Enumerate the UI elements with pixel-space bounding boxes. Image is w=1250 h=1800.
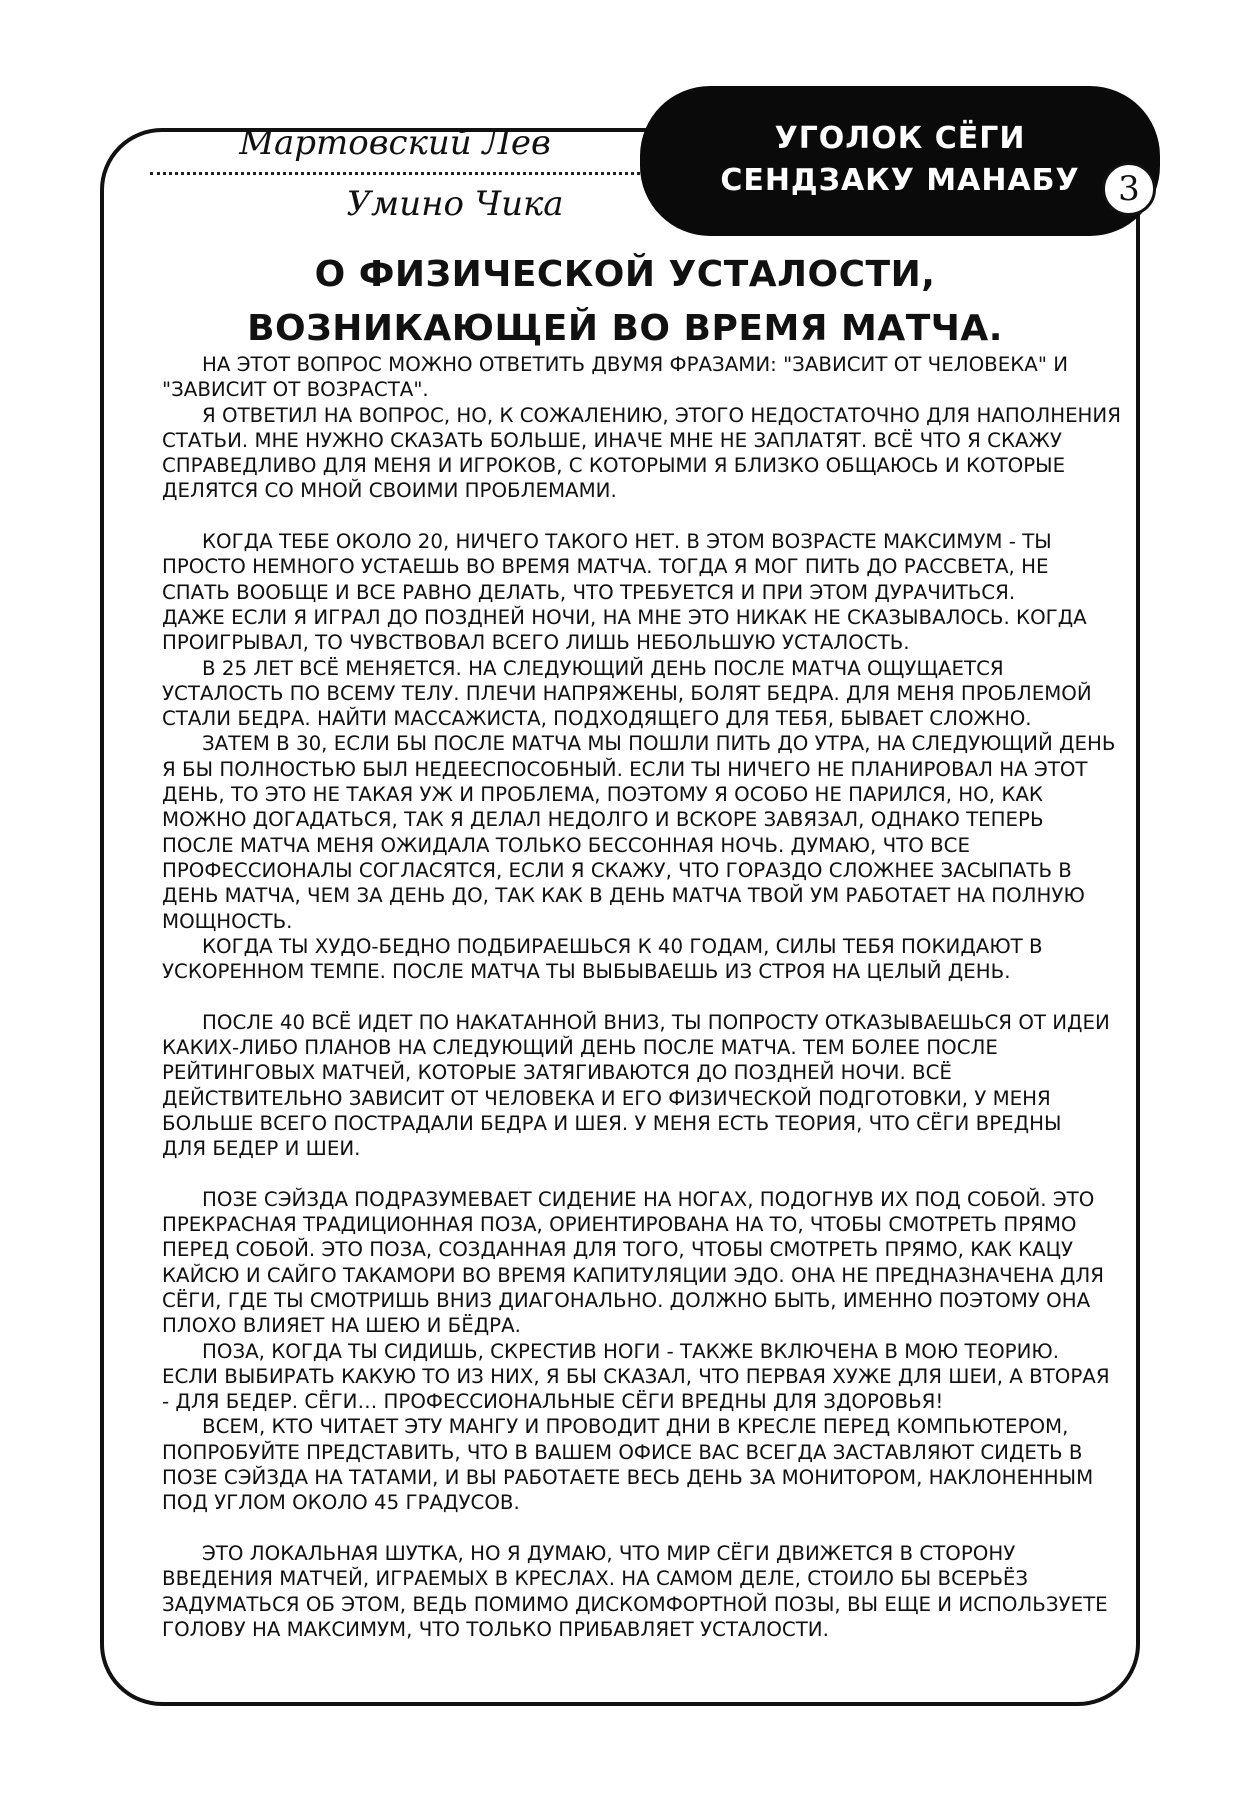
- heading-line-2: ВОЗНИКАЮЩЕЙ ВО ВРЕМЯ МАТЧА.: [247, 308, 1003, 349]
- article-line: ПЕРЕД СОБОЙ. ЭТО ПОЗА, СОЗДАННАЯ ДЛЯ ТОГО, ЧТОБЫ СМОТРЕТЬ ПРЯМО, КАК КАЦУ: [162, 1238, 1074, 1262]
- paragraph-gap: [162, 1162, 1107, 1187]
- article-line: ПОЗА, КОГДА ТЫ СИДИШЬ, СКРЕСТИВ НОГИ - ТАКЖЕ ВКЛЮЧЕНА В МОЮ ТЕОРИЮ.: [202, 1339, 1060, 1363]
- article-line: ПОЗЕ СЭЙЗДА НА ТАТАМИ, И ВЫ РАБОТАЕТЕ ВЕСЬ ДЕНЬ ЗА МОНИТОРОМ, НАКЛОНЕННЫМ: [162, 1466, 1094, 1490]
- manga-title: Мартовский Лев: [239, 123, 551, 163]
- column-title: УГОЛОК СЁГИ: [774, 121, 1026, 156]
- article-line: ПРЕКРАСНАЯ ТРАДИЦИОННАЯ ПОЗА, ОРИЕНТИРОВАНА НА ТО, ЧТОБЫ СМОТРЕТЬ ПРЯМО: [162, 1213, 1077, 1237]
- article-line: ДЕЙСТВИТЕЛЬНО ЗАВИСИТ ОТ ЧЕЛОВЕКА И ЕГО ФИЗИЧЕСКОЙ ПОДГОТОВКИ, У МЕНЯ: [162, 1086, 1051, 1110]
- article-line: ПОД УГЛОМ ОКОЛО 45 ГРАДУСОВ.: [162, 1491, 520, 1515]
- article-line: ПОПРОБУЙТЕ ПРЕДСТАВИТЬ, ЧТО В ВАШЕМ ОФИСЕ ВАС ВСЕГДА ЗАСТАВЛЯЮТ СИДЕТЬ В: [162, 1440, 1083, 1464]
- article-body: [162, 352, 1121, 1642]
- article-line: КОГДА ТЫ ХУДО-БЕДНО ПОДБИРАЕШЬСЯ К 40 ГОДАМ, СИЛЫ ТЕБЯ ПОКИДАЮТ В: [202, 934, 1043, 958]
- article-line: - ДЛЯ БЕДЕР. СЁГИ… ПРОФЕССИОНАЛЬНЫЕ СЁГИ ВРЕДНЫ ДЛЯ ЗДОРОВЬЯ!: [162, 1390, 944, 1414]
- article-line: КОГДА ТЕБЕ ОКОЛО 20, НИЧЕГО ТАКОГО НЕТ. В ЭТОМ ВОЗРАСТЕ МАКСИМУМ - ТЫ: [202, 530, 1052, 554]
- article-line: СЁГИ, ГДЕ ТЫ СМОТРИШЬ ВНИЗ ДИАГОНАЛЬНО. ДОЛЖНО БЫТЬ, ИМЕННО ПОЭТОМУ ОНА: [162, 1288, 1091, 1312]
- article-line: КАКИХ-ЛИБО ПЛАНОВ НА СЛЕДУЮЩИЙ ДЕНЬ ПОСЛЕ МАТЧА. ТЕМ БОЛЕЕ ПОСЛЕ: [162, 1036, 998, 1060]
- paragraph-gap: [162, 504, 1107, 529]
- manga-author: Умино Чика: [346, 184, 564, 224]
- article-line: ПЛОХО ВЛИЯЕТ НА ШЕЮ И БЁДРА.: [162, 1314, 521, 1338]
- article-line: СТАТЬИ. МНЕ НУЖНО СКАЗАТЬ БОЛЬШЕ, ИНАЧЕ МНЕ НЕ ЗАПЛАТЯТ. ВСЁ ЧТО Я СКАЖУ: [162, 428, 1062, 452]
- article-line: СПРАВЕДЛИВО ДЛЯ МЕНЯ И ИГРОКОВ, С КОТОРЫМИ Я БЛИЗКО ОБЩАЮСЬ И КОТОРЫЕ: [162, 454, 1066, 478]
- article-line: ПРОИГРЫВАЛ, ТО ЧУВСТВОВАЛ ВСЕГО ЛИШЬ НЕБОЛЬШУЮ УСТАЛОСТЬ.: [162, 631, 910, 655]
- issue-number: 3: [1102, 162, 1156, 216]
- article-line: НА ЭТОТ ВОПРОС МОЖНО ОТВЕТИТЬ ДВУМЯ ФРАЗАМИ: "ЗАВИСИТ ОТ ЧЕЛОВЕКА" И: [202, 353, 1068, 376]
- heading-line-1: О ФИЗИЧЕСКОЙ УСТАЛОСТИ,: [314, 254, 936, 295]
- column-author: СЕНДЗАКУ МАНАБУ: [720, 163, 1080, 198]
- column-badge: [640, 86, 1160, 236]
- article-line: "ЗАВИСИТ ОТ ВОЗРАСТА".: [162, 378, 429, 402]
- paragraph-gap: [162, 1516, 1107, 1541]
- article-line: СТАЛИ БЕДРА. НАЙТИ МАССАЖИСТА, ПОДХОДЯЩЕГО ДЛЯ ТЕБЯ, БЫВАЕТ СЛОЖНО.: [162, 707, 1032, 731]
- article-line: ДЕНЬ МАТЧА, ЧЕМ ЗА ДЕНЬ ДО, ТАК КАК В ДЕНЬ МАТЧА ТВОЙ УМ РАБОТАЕТ НА ПОЛНУЮ: [162, 884, 1085, 908]
- paragraph-gap: [162, 984, 1107, 1009]
- article-line: Я ОТВЕТИЛ НА ВОПРОС, НО, К СОЖАЛЕНИЮ, ЭТОГО НЕДОСТАТОЧНО ДЛЯ НАПОЛНЕНИЯ: [202, 403, 1121, 427]
- article-line: ДЛЯ БЕДЕР И ШЕИ.: [162, 1137, 361, 1161]
- article-line: МОЩНОСТЬ.: [162, 909, 293, 933]
- article-line: КАЙСЮ И САЙГО ТАКАМОРИ ВО ВРЕМЯ КАПИТУЛЯЦИИ ЭДО. ОНА НЕ ПРЕДНАЗНАЧЕНА ДЛЯ: [162, 1263, 1105, 1287]
- article-line: МОЖНО ДОГАДАТЬСЯ, ТАК Я ДЕЛАЛ НЕДОЛГО И ВСКОРЕ ЗАВЯЗАЛ, ОДНАКО ТЕПЕРЬ: [162, 808, 1044, 832]
- article-line: БОЛЬШЕ ВСЕГО ПОСТРАДАЛИ БЕДРА И ШЕЯ. У МЕНЯ ЕСТЬ ТЕОРИЯ, ЧТО СЁГИ ВРЕДНЫ: [162, 1111, 1062, 1135]
- article-heading: [150, 248, 1100, 356]
- article-line: ЕСЛИ ВЫБИРАТЬ КАКУЮ ТО ИЗ НИХ, Я БЫ СКАЗАЛ, ЧТО ПЕРВАЯ ХУЖЕ ДЛЯ ШЕИ, А ВТОРАЯ: [162, 1364, 1110, 1388]
- article-line: УСКОРЕННОМ ТЕМПЕ. ПОСЛЕ МАТЧА ТЫ ВЫБЫВАЕШЬ ИЗ СТРОЯ НА ЦЕЛЫЙ ДЕНЬ.: [162, 960, 1011, 984]
- article-line: ПОЗЕ СЭЙЗДА ПОДРАЗУМЕВАЕТ СИДЕНИЕ НА НОГАХ, ПОДОГНУВ ИХ ПОД СОБОЙ. ЭТО: [202, 1187, 1095, 1211]
- article-line: ПРОФЕССИОНАЛЫ СОГЛАСЯТСЯ, ЕСЛИ Я СКАЖУ, ЧТО ГОРАЗДО СЛОЖНЕЕ ЗАСЫПАТЬ В: [162, 858, 1072, 882]
- article-line: Я БЫ ПОЛНОСТЬЮ БЫЛ НЕДЕЕСПОСОБНЫЙ. ЕСЛИ ТЫ НИЧЕГО НЕ ПЛАНИРОВАЛ НА ЭТОТ: [162, 757, 1088, 781]
- article-line: ПРОСТО НЕМНОГО УСТАЕШЬ ВО ВРЕМЯ МАТЧА. ТОГДА Я МОГ ПИТЬ ДО РАССВЕТА, НЕ: [162, 555, 1049, 579]
- article-line: ЭТО ЛОКАЛЬНАЯ ШУТКА, НО Я ДУМАЮ, ЧТО МИР СЁГИ ДВИЖЕТСЯ В СТОРОНУ: [202, 1541, 1016, 1565]
- article-line: ПОСЛЕ МАТЧА МЕНЯ ОЖИДАЛА ТОЛЬКО БЕССОННАЯ НОЧЬ. ДУМАЮ, ЧТО ВСЕ: [162, 833, 970, 857]
- article-line: УСТАЛОСТЬ ПО ВСЕМУ ТЕЛУ. ПЛЕЧИ НАПРЯЖЕНЫ, БОЛЯТ БЕДРА. ДЛЯ МЕНЯ ПРОБЛЕМОЙ: [162, 681, 1092, 705]
- article-line: ДЕЛЯТСЯ СО МНОЙ СВОИМИ ПРОБЛЕМАМИ.: [162, 479, 617, 503]
- article-line: ГОЛОВУ НА МАКСИМУМ, ЧТО ТОЛЬКО ПРИБАВЛЯЕТ УСТАЛОСТИ.: [162, 1617, 829, 1641]
- article-line: СПАТЬ ВООБЩЕ И ВСЕ РАВНО ДЕЛАТЬ, ЧТО ТРЕБУЕТСЯ И ПРИ ЭТОМ ДУРАЧИТЬСЯ.: [162, 580, 1016, 604]
- article-line: ВВЕДЕНИЯ МАТЧЕЙ, ИГРАЕМЫХ В КРЕСЛАХ. НА САМОМ ДЕЛЕ, СТОИЛО БЫ ВСЕРЬЁЗ: [162, 1567, 1029, 1591]
- article-line: ВСЕМ, КТО ЧИТАЕТ ЭТУ МАНГУ И ПРОВОДИТ ДНИ В КРЕСЛЕ ПЕРЕД КОМПЬЮТЕРОМ,: [202, 1415, 1069, 1439]
- article-line: РЕЙТИНГОВЫХ МАТЧЕЙ, КОТОРЫЕ ЗАТЯГИВАЮТСЯ ДО ПОЗДНЕЙ НОЧИ. ВСЁ: [162, 1061, 952, 1085]
- article-line: ЗАДУМАТЬСЯ ОБ ЭТОМ, ВЕДЬ ПОМИМО ДИСКОМФОРТНОЙ ПОЗЫ, ВЫ ЕЩЕ И ИСПОЛЬЗУЕТЕ: [162, 1592, 1108, 1616]
- article-line: ЗАТЕМ В 30, ЕСЛИ БЫ ПОСЛЕ МАТЧА МЫ ПОШЛИ ПИТЬ ДО УТРА, НА СЛЕДУЮЩИЙ ДЕНЬ: [202, 732, 1116, 756]
- article-line: ДАЖЕ ЕСЛИ Я ИГРАЛ ДО ПОЗДНЕЙ НОЧИ, НА МНЕ ЭТО НИКАК НЕ СКАЗЫВАЛОСЬ. КОГДА: [162, 605, 1087, 629]
- manga-credits: [150, 118, 640, 229]
- article-line: ПОСЛЕ 40 ВСЁ ИДЕТ ПО НАКАТАННОЙ ВНИЗ, ТЫ ПОПРОСТУ ОТКАЗЫВАЕШЬСЯ ОТ ИДЕИ: [202, 1010, 1110, 1034]
- article-line: ДЕНЬ, ТО ЭТО НЕ ТАКАЯ УЖ И ПРОБЛЕМА, ПОЭТОМУ Я ОСОБО НЕ ПАРИЛСЯ, НО, КАК: [162, 783, 1043, 807]
- dotted-divider: [150, 172, 640, 175]
- article-line: В 25 ЛЕТ ВСЁ МЕНЯЕТСЯ. НА СЛЕДУЮЩИЙ ДЕНЬ ПОСЛЕ МАТЧА ОЩУЩАЕТСЯ: [202, 656, 1004, 680]
